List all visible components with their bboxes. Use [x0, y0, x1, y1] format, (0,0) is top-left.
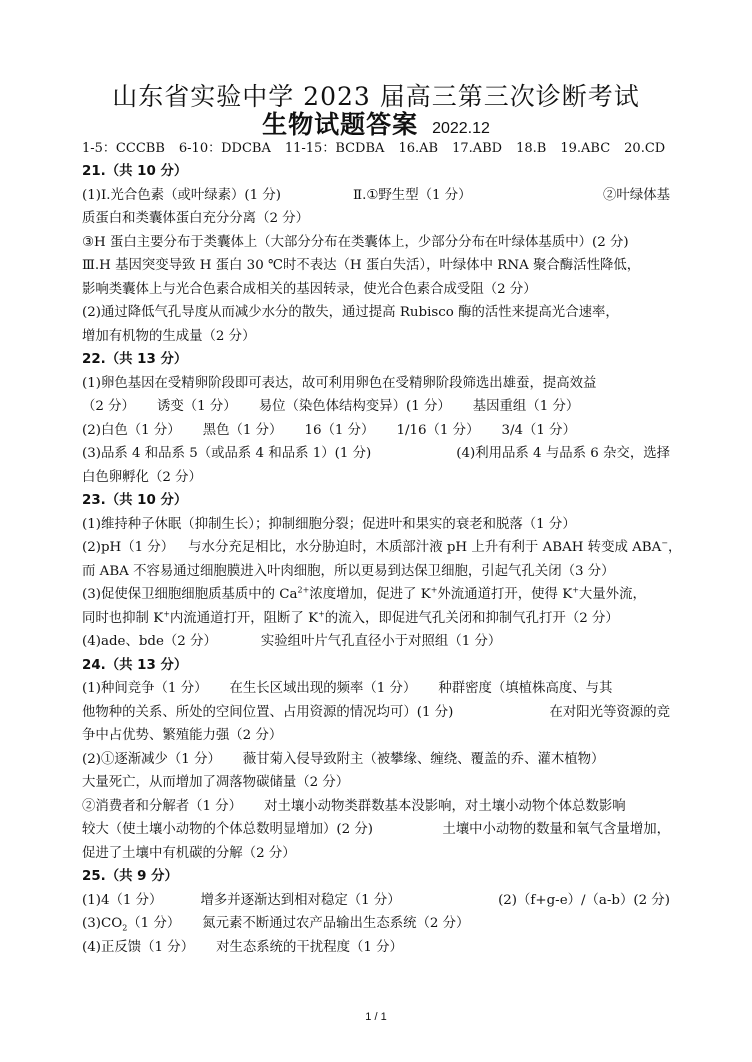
q21-heading: 21.（共 10 分）: [82, 164, 188, 179]
answer-text: (2)pH（1 分）: [82, 540, 175, 555]
answer-text: 基因重组（1 分）: [472, 399, 580, 414]
q21-line: 质蛋白和类囊体蛋白充分分离（2 分）: [82, 211, 310, 226]
answer-text: (4)正反馈（1 分）: [82, 939, 195, 955]
mc-answer: 19.ABC: [560, 141, 611, 156]
answer-text: (4)ade、bde（2 分）: [82, 634, 217, 649]
q22-line: 白色卵孵化（2 分）: [82, 469, 202, 485]
answer-text: (1)Ⅰ.光合色素（或叶绿素）(1 分): [82, 187, 282, 203]
subscript: 2: [122, 923, 128, 933]
q24-line: [82, 677, 670, 701]
q25-line: [82, 912, 670, 936]
mc-answer: 20.CD: [624, 141, 666, 156]
q24-line: 争中占优势、繁殖能力强（2 分）: [82, 728, 283, 743]
q22-heading: 22.（共 13 分）: [82, 352, 188, 367]
q22-line: [82, 419, 670, 443]
q21-line: Ⅲ.H 基因突变导致 H 蛋白 30 ℃时不表达（H 蛋白失活），叶绿体中 RNA 聚合酶活性降低，: [82, 258, 641, 273]
exam-title: 山东省实验中学 2023 届高三第三次诊断考试: [112, 82, 640, 111]
answer-text: 增多并逐渐达到相对稳定（1 分）: [200, 892, 401, 908]
q23-line: [82, 583, 670, 607]
answer-text: 在生长区域出现的频率（1 分）: [229, 681, 417, 696]
answer-text: 16（1 分）: [304, 422, 375, 438]
q24-line: [82, 748, 670, 772]
answer-text: （2 分）: [82, 399, 135, 414]
answer-text: 土壤中小动物的数量和氧气含量增加，: [442, 822, 670, 837]
q23-line: [82, 607, 670, 631]
q24-line: 促进了土壤中有机碳的分解（2 分）: [82, 845, 296, 861]
superscript: 2+: [297, 585, 310, 595]
answer-text: 大量外流，: [578, 587, 646, 602]
q21-line: 影响类囊体上与光合色素合成相关的基因转录，使光合色素合成受阻（2 分）: [82, 281, 537, 297]
multiple-choice-answers: [82, 139, 682, 159]
answer-text: (3)促使保卫细胞细胞质基质中的 Ca: [82, 587, 298, 602]
answer-text: 的流入，即促进气孔关闭和抑制气孔打开（2 分）: [324, 610, 619, 626]
q23-line: [82, 536, 682, 560]
q23-heading: 23.（共 10 分）: [82, 493, 188, 508]
answer-text: 浓度增加，促进了 K: [309, 587, 431, 602]
q24-line: 大量死亡，从而增加了凋落物碳储量（2 分）: [82, 775, 350, 790]
answer-text: 他物种的关系、所处的空间位置、占用资源的情况均可）(1 分): [82, 704, 454, 720]
q24-heading: 24.（共 13 分）: [82, 657, 188, 673]
q23-line: 而 ABA 不容易通过细胞膜进入叶肉细胞，所以更易到达保卫细胞，引起气孔关闭（3 分）: [82, 563, 615, 579]
superscript: −: [661, 538, 668, 548]
q25-heading: 25.（共 9 分）: [82, 869, 178, 884]
answer-text: 易位（染色体结构变异）(1 分）: [258, 399, 451, 414]
answer-text: （1 分）: [127, 916, 181, 931]
q22-line: [82, 442, 670, 466]
q24-line: [82, 701, 670, 725]
answer-text: (1)4（1 分）: [82, 892, 163, 908]
mc-answer: 18.B: [516, 141, 547, 156]
answer-text: 实验组叶片气孔直径小于对照组（1 分）: [260, 634, 502, 649]
answer-text: 1/16（1 分）: [396, 422, 480, 438]
q21-line: (2)通过降低气孔导度从而减少水分的散失，通过提高 Rubisco 酶的活性来提高光合速率，: [82, 305, 619, 320]
answer-text: 薇甘菊入侵导致附主（被攀缘、缠绕、覆盖的乔、灌木植物）: [242, 751, 605, 767]
mc-answer: 6-10：DDCBA: [178, 141, 271, 156]
q22-line: (1)卵色基因在受精卵阶段即可表达，故可利用卵色在受精卵阶段筛选出雄蚕，提高效益: [82, 375, 597, 391]
answer-text: Ⅱ.①野生型（1 分）: [353, 187, 472, 203]
superscript: +: [430, 585, 438, 595]
answer-text: (3)品系 4 和品系 5（或品系 4 和品系 1）(1 分): [82, 446, 372, 461]
answer-text: 在对阳光等资源的竞: [549, 704, 670, 720]
answer-text: ②叶绿体基: [603, 187, 670, 203]
answer-text: 氮元素不断通过农产品输出生态系统（2 分）: [202, 916, 470, 931]
mc-answer: 11-15：BCDBA: [284, 141, 385, 156]
answer-key-title: 生物试题答案: [262, 110, 419, 139]
q24-line: [82, 795, 670, 819]
answer-text: (3)CO: [82, 916, 123, 931]
answer-text: ②消费者和分解者（1 分）: [82, 798, 243, 814]
answer-text: 对生态系统的干扰程度（1 分）: [216, 939, 403, 955]
q21-line: ③H 蛋白主要分布于类囊体上（大部分分布在类囊体上，少部分分布在叶绿体基质中）(2 分): [82, 234, 629, 250]
answer-text: 黑色（1 分）: [202, 422, 283, 438]
q25-line: [82, 936, 670, 960]
answer-text: 内流通道打开，阻断了 K: [169, 610, 319, 626]
q21-line: [82, 184, 670, 208]
q23-line: [82, 630, 670, 654]
mc-answer: 1-5：CCCBB: [82, 141, 165, 156]
superscript: +: [572, 585, 579, 595]
answer-text: 种群密度（填植株高度、与其: [438, 681, 613, 696]
answer-text: 对土壤小动物类群数基本没影响，对土壤小动物个体总数影响: [264, 798, 626, 814]
q24-line: [82, 818, 670, 842]
answer-text: 与水分充足相比，水分胁迫时，木质部汁液 pH 上升有利于 ABAH 转变成 ABA: [188, 540, 662, 555]
answer-text: 诱变（1 分）: [156, 399, 237, 414]
answer-text: (1)种间竞争（1 分）: [82, 681, 208, 696]
mc-answer: 17.ABD: [452, 141, 503, 156]
answer-text: (4)利用品系 4 与品系 6 杂交，选择: [456, 446, 670, 461]
answer-text: 同时也抑制 K: [82, 610, 164, 626]
q22-line: [82, 395, 670, 419]
q25-line: [82, 889, 670, 913]
answer-text: 外流通道打开，使得 K: [437, 587, 573, 602]
page-number: 1 / 1: [365, 1011, 387, 1023]
mc-answer: 16.AB: [398, 141, 439, 156]
q21-line: 增加有机物的生成量（2 分）: [82, 328, 256, 344]
answer-text: (2)白色（1 分）: [82, 422, 181, 438]
answer-text: 较大（使土壤小动物的个体总数明显增加）(2 分): [82, 822, 374, 837]
answer-text: 3/4（1 分）: [501, 422, 576, 438]
superscript: +: [318, 609, 325, 619]
q23-line: (1)维持种子休眠（抑制生长）；抑制细胞分裂；促进叶和果实的衰老和脱落（1 分）: [82, 516, 576, 532]
answer-content: [82, 160, 682, 959]
answer-text: (2)①逐渐减少（1 分）: [82, 751, 221, 767]
superscript: +: [163, 609, 170, 619]
exam-date: 2022.12: [432, 120, 490, 137]
answer-text: ，: [668, 540, 682, 555]
answer-text: (2)（f+g-e）/（a-b）(2 分): [498, 892, 670, 908]
